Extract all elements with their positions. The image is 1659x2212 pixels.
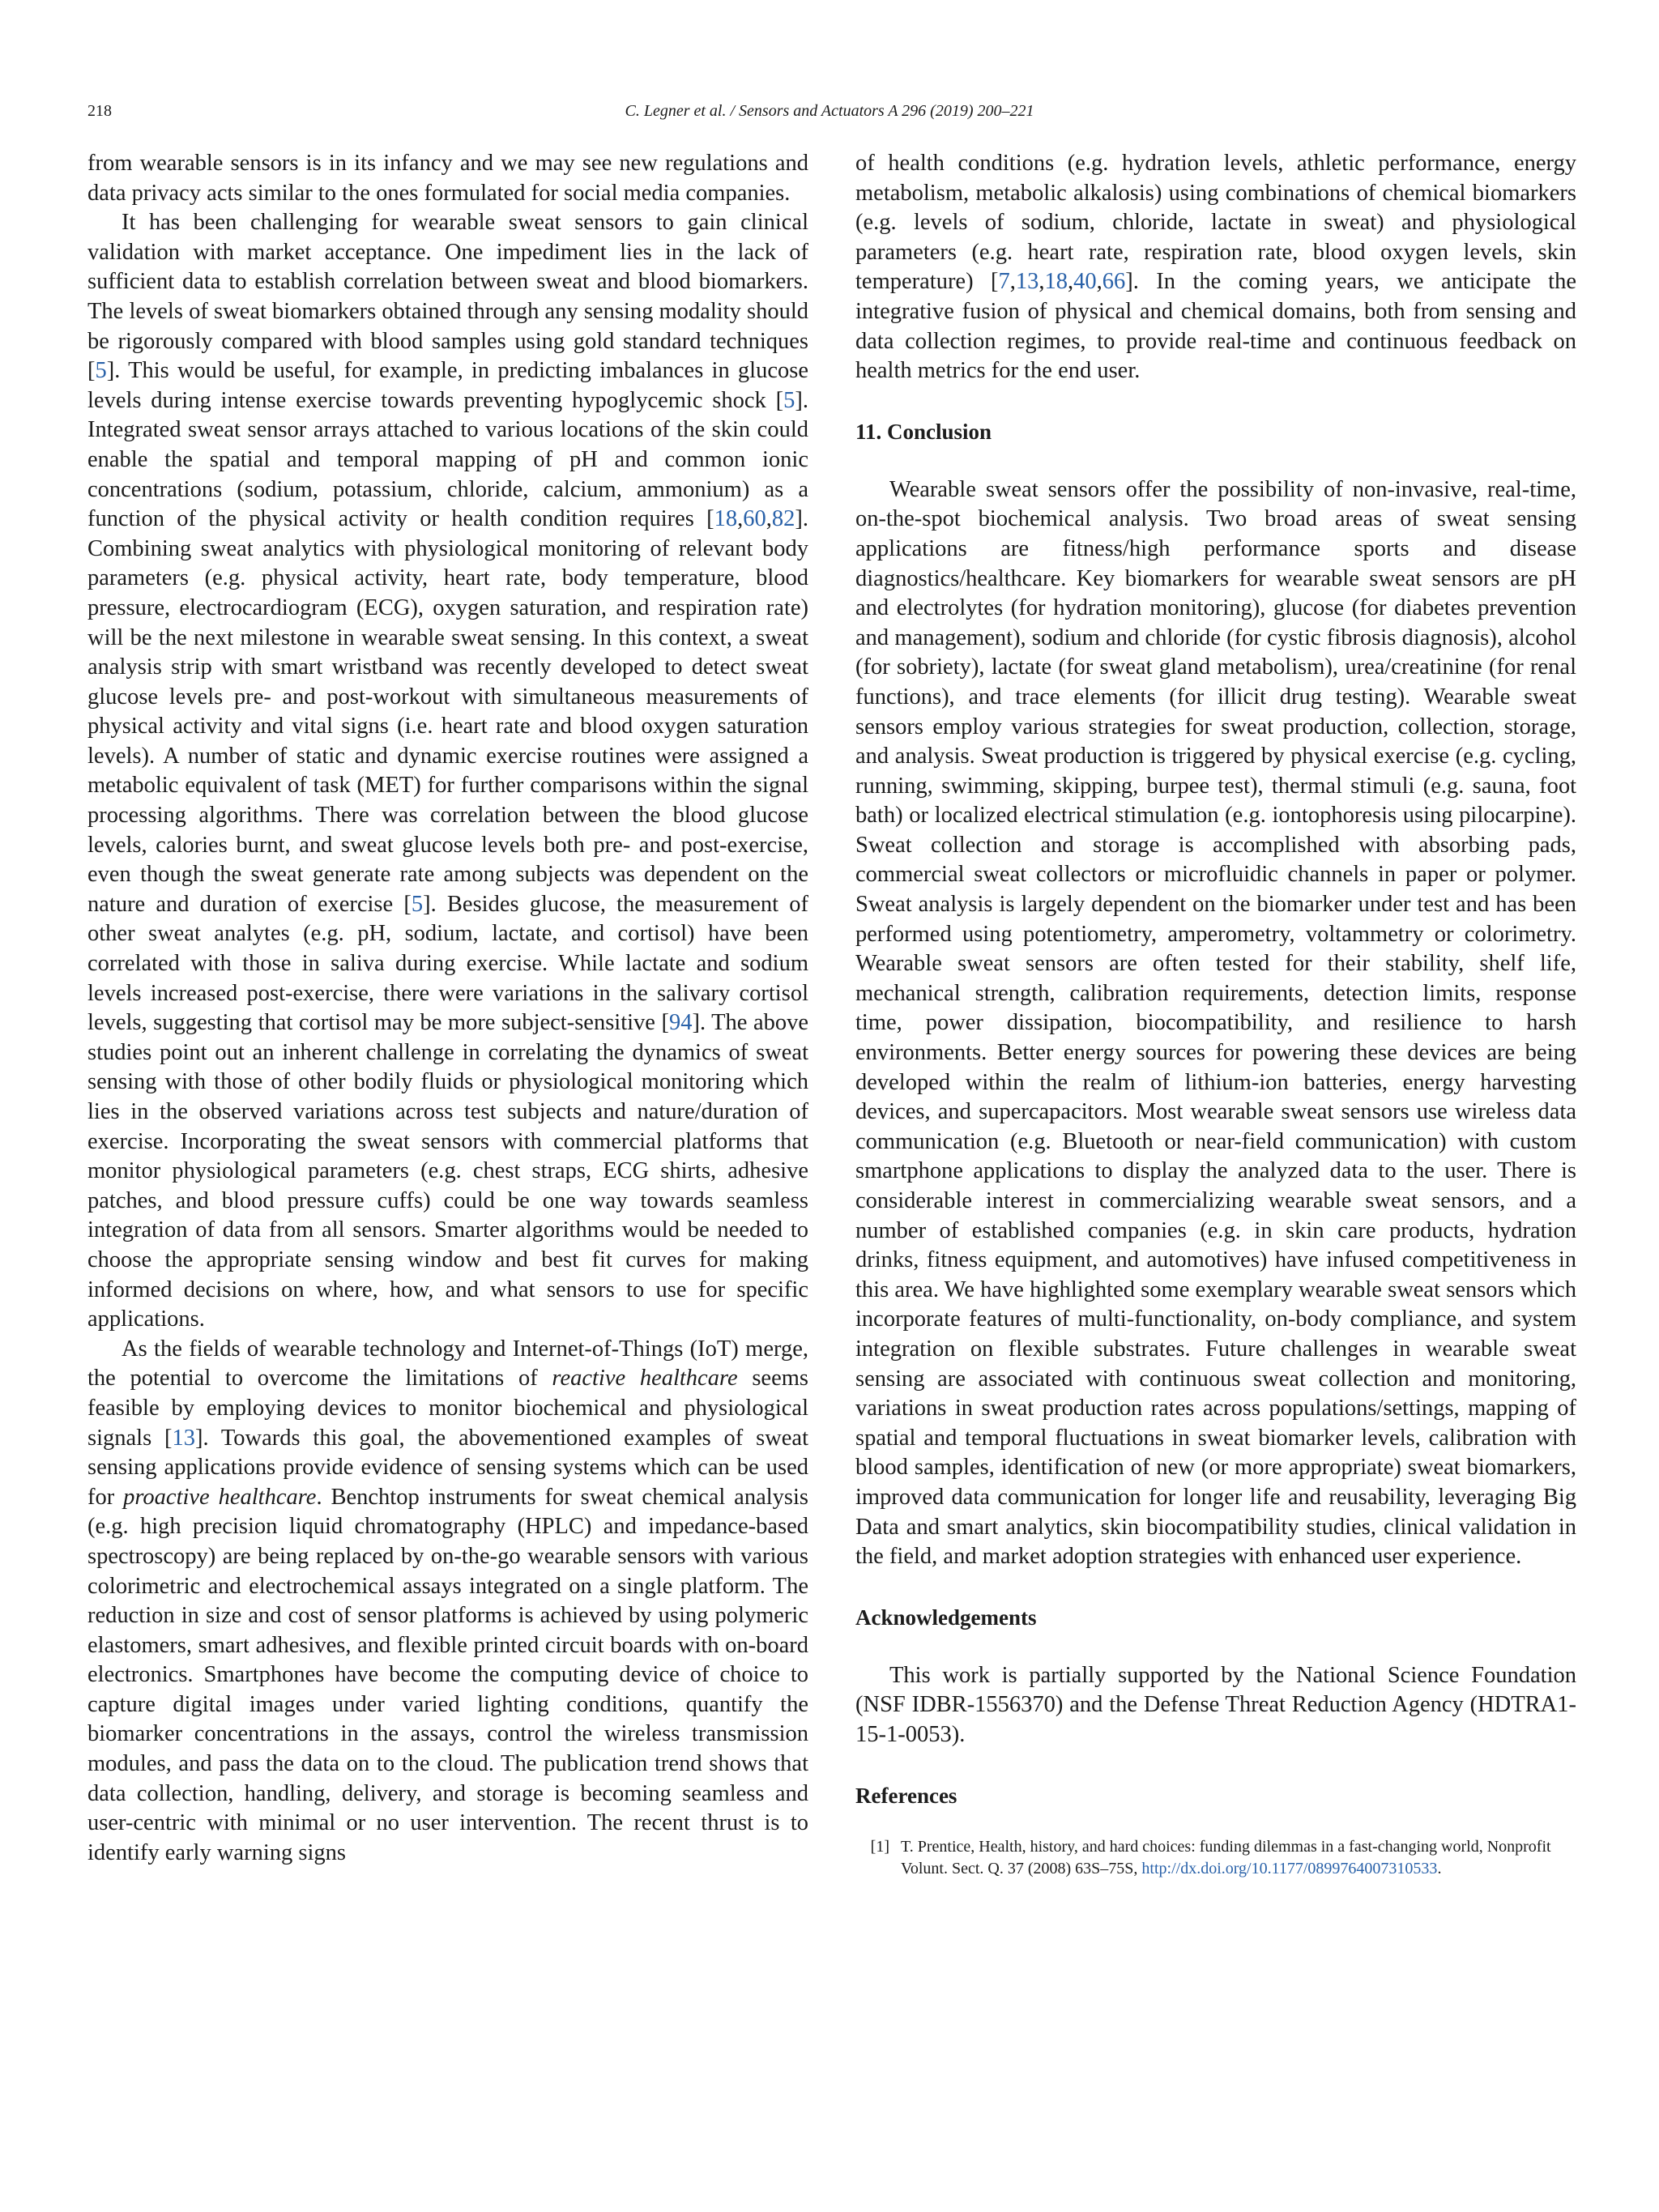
- citation-link[interactable]: 40: [1073, 269, 1097, 295]
- citation-link[interactable]: 5: [95, 358, 107, 384]
- running-head: C. Legner et al. / Sensors and Actuators A 296 (2019) 200–221: [625, 102, 1034, 120]
- paragraph-privacy: from wearable sensors is in its infancy and we may see new regulations and data privacy acts similar to the ones formulated for social media companies.: [87, 151, 808, 206]
- citation-link[interactable]: 66: [1102, 269, 1126, 295]
- citation-link[interactable]: 13: [172, 1425, 195, 1451]
- citation-link[interactable]: 18: [714, 506, 738, 532]
- paragraph-iot: As the fields of wearable technology and Internet-of-Things (IoT) merge, the potential to overcome the limitations of reactive healthcare seems feasible by employing devices to monitor biochemical and physiological signals [13]. Towards this goal, the abovementioned examples of sweat sensing applications provide evidence of sensing systems which can be used for proactive healthcare. Benchtop instruments for sweat chemical analysis (e.g. high precision liquid chromatography (HPLC) and impedance-based spectroscopy) are being replaced by on-the-go wearable sensors with various colorimetric and electrochemical assays integrated on a single platform. The reduction in size and cost of sensor platforms is achieved by using polymeric elastomers, smart adhesives, and flexible printed circuit boards with on-board electronics. Smartphones have become the computing device of choice to capture digital images under varied lighting conditions, quantify the biomarker concentrations in the assays, control the wireless transmission modules, and pass the data on to the cloud. The publication trend shows that data collection, handling, delivery, and storage is becoming seamless and user-centric with minimal or no user intervention. The recent thrust is to identify early warning signs: [87, 1336, 809, 1865]
- reference-text: T. Prentice, Health, history, and hard choices: funding dilemmas in a fast-changing world, Nonprofit Volunt. Sect. Q. 37 (2008) 63S–75S, http://dx.doi.org/10.1177/0899764007310533.: [901, 1837, 1551, 1877]
- paragraph-health-conditions: of health conditions (e.g. hydration levels, athletic performance, energy metabolism, metabolic alkalosis) using combinations of chemical biomarkers (e.g. levels of sodium, chloride, lactate in sweat) and physiological parameters (e.g. heart rate, respiration rate, blood oxygen levels, skin temperature) [7,13,18,40,66]. In the coming years, we anticipate the integrative fusion of physical and chemical domains, both from sensing and data collection regimes, to provide real-time and continuous feedback on health metrics for the end user.: [855, 151, 1576, 384]
- citation-link[interactable]: 5: [411, 891, 424, 917]
- acknowledgements-heading: Acknowledgements: [855, 1605, 1037, 1630]
- citation-link[interactable]: 5: [783, 387, 795, 413]
- conclusion-paragraph: Wearable sweat sensors offer the possibility of non-invasive, real-time, on-the-spot biochemical analysis. Two broad areas of sweat sensing applications are fitness/high performance sports and disease diagnostics/healthcare. Key biomarkers for wearable sweat sensors are pH and electrolytes (for hydration monitoring), glucose (for diabetes prevention and management), sodium and chloride (for cystic fibrosis diagnosis), alcohol (for sobriety), lactate (for sweat gland metabolism), urea/creatinine (for renal functions), and trace elements (for illicit drug testing). Wearable sweat sensors employ various strategies for sweat production, collection, storage, and analysis. Sweat production is triggered by physical exercise (e.g. cycling, running, swimming, skipping, burpee test), thermal stimuli (e.g. sauna, foot bath) or localized electrical stimulation (e.g. iontophoresis using pilocarpine). Sweat collection and storage is accomplished with absorbing pads, commercial sweat collectors or microfluidic channels in paper or polymer. Sweat analysis is largely dependent on the biomarker under test and has been performed using potentiometry, amperometry, voltammetry or colorimetry. Wearable sweat sensors are often tested for their stability, shelf life, mechanical strength, calibration requirements, detection limits, response time, power dissipation, biocompatibility, and resilience to harsh environments. Better energy sources for powering these devices are being developed within the realm of lithium-ion batteries, energy harvesting devices, and supercapacitors. Most wearable sweat sensors use wireless data communication (e.g. Bluetooth or near-field communication) with custom smartphone applications to display the analyzed data to the user. There is considerable interest in commercializing wearable sweat sensors, and a number of established companies (e.g. in skin care products, hydration drinks, fitness equipment, and automotives) have infused competitiveness in this area. We have highlighted some exemplary wearable sweat sensors which incorporate features of multi-functionality, on-body compliance, and system integration on flexible substrates. Future challenges in wearable sweat sensing are associated with continuous sweat collection and monitoring, variations in sweat production rates across populations/settings, mapping of spatial and temporal fluctuations in sweat biomarker levels, calibration with blood samples, identification of new (or more appropriate) sweat biomarkers, improved data communication for longer life and reusability, leveraging Big Data and smart analytics, skin biocompatibility studies, clinical validation in the field, and market adoption strategies with enhanced user experience.: [855, 476, 1576, 1570]
- right-column: [855, 149, 1576, 1880]
- left-column: [87, 149, 808, 1868]
- citation-link[interactable]: 94: [668, 1010, 693, 1036]
- citation-link[interactable]: 82: [771, 506, 795, 532]
- doi-link[interactable]: http://dx.doi.org/10.1177/0899764007310533: [1141, 1859, 1438, 1877]
- conclusion-heading: 11. Conclusion: [855, 419, 992, 444]
- page-header: [87, 99, 1572, 131]
- page-number: 218: [87, 102, 112, 120]
- references-heading: References: [855, 1783, 957, 1808]
- citation-link[interactable]: 7: [998, 269, 1010, 295]
- citation-link[interactable]: 18: [1044, 269, 1068, 295]
- reference-number: [1]: [870, 1837, 889, 1856]
- citation-link[interactable]: 60: [743, 506, 766, 532]
- reference-item: [855, 1836, 1576, 1880]
- acknowledgements-paragraph: This work is partially supported by the National Science Foundation (NSF IDBR-1556370) and the Defense Threat Reduction Agency (HDTRA1-15-1-0053).: [855, 1662, 1576, 1747]
- paragraph-clinical-validation: It has been challenging for wearable sweat sensors to gain clinical validation with market acceptance. One impediment lies in the lack of sufficient data to establish correlation between sweat and blood biomarkers. The levels of sweat biomarkers obtained through any sensing modality should be rigorously compared with blood samples using gold standard techniques [5]. This would be useful, for example, in predicting imbalances in glucose levels during intense exercise towards preventing hypoglycemic shock [5]. Integrated sweat sensor arrays attached to various locations of the skin could enable the spatial and temporal mapping of pH and common ionic concentrations (sodium, potassium, chloride, calcium, ammonium) as a function of the physical activity or health condition requires [18,60,82]. Combining sweat analytics with physiological monitoring of relevant body parameters (e.g. physical activity, heart rate, body temperature, blood pressure, electrocardiogram (ECG), oxygen saturation, and respiration rate) will be the next milestone in wearable sweat sensing. In this context, a sweat analysis strip with smart wristband was recently developed to detect sweat glucose levels pre- and post-workout with simultaneous measurements of physical activity and vital signs (i.e. heart rate and blood oxygen saturation levels). A number of static and dynamic exercise routines were assigned a metabolic equivalent of task (MET) for further comparisons within the signal processing algorithms. There was correlation between the blood glucose levels, calories burnt, and sweat glucose levels both pre- and post-exercise, even though the sweat generate rate among subjects was dependent on the nature and duration of exercise [5]. Besides glucose, the measurement of other sweat analytes (e.g. pH, sodium, lactate, and cortisol) have been correlated with those in saliva during exercise. While lactate and sodium levels increased post-exercise, there were variations in the salivary cortisol levels, suggesting that cortisol may be more subject-sensitive [94]. The above studies point out an inherent challenge in correlating the dynamics of sweat sensing with those of other bodily fluids or physiological monitoring which lies in the observed variations across test subjects and nature/duration of exercise. Incorporating the sweat sensors with commercial platforms that monitor physiological parameters (e.g. chest straps, ECG shirts, adhesive patches, and blood pressure cuffs) could be one way towards seamless integration of data from all sensors. Smarter algorithms would be needed to choose the appropriate sensing window and best fit curves for making informed decisions on where, how, and what sensors to use for specific applications.: [87, 210, 808, 1332]
- citation-link[interactable]: 13: [1015, 269, 1039, 295]
